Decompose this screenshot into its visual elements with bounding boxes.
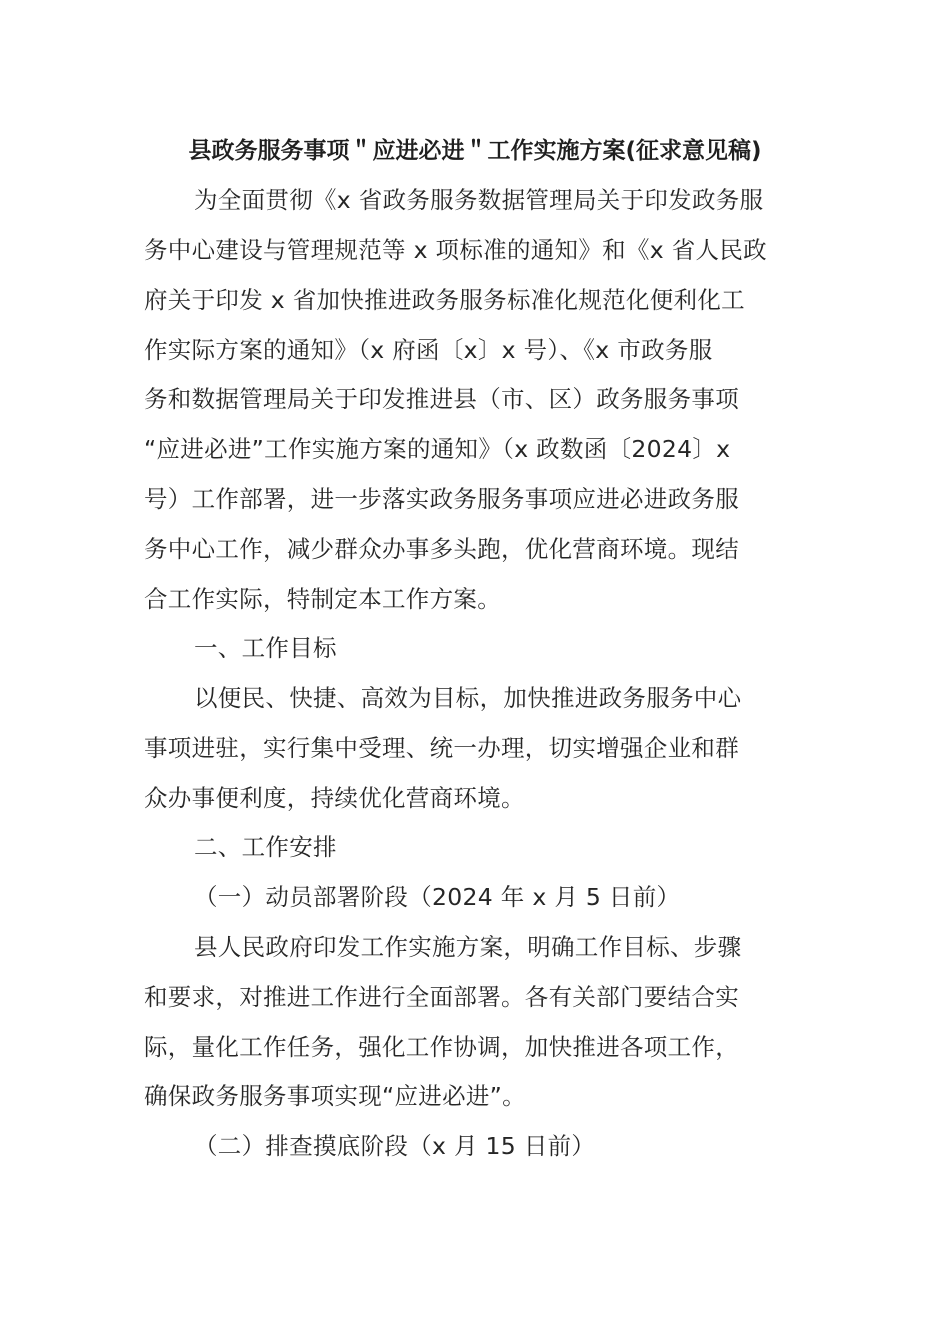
paragraph-line: 众办事便利度，持续优化营商环境。 <box>144 784 525 812</box>
paragraph-line: 县人民政府印发工作实施方案，明确工作目标、步骤 <box>194 933 742 961</box>
paragraph-line: 号）工作部署，进一步落实政务服务事项应进必进政务服 <box>144 485 739 513</box>
paragraph-line: 府关于印发 x 省加快推进政务服务标准化规范化便利化工 <box>144 286 745 314</box>
paragraph-line: 际，量化工作任务，强化工作协调，加快推进各项工作， <box>144 1033 739 1061</box>
paragraph-line: 确保政务服务事项实现“应进必进”。 <box>144 1082 526 1110</box>
document-title: 县政务服务事项＂应进必进＂工作实施方案(征求意见稿) <box>188 138 762 164</box>
paragraph-line: 务中心工作，减少群众办事多头跑，优化营商环境。现结 <box>144 535 739 563</box>
subsection-heading: （二）排查摸底阶段（x 月 15 日前） <box>194 1132 596 1160</box>
paragraph-line: 为全面贯彻《x 省政务服务数据管理局关于印发政务服 <box>194 186 764 214</box>
subsection-heading: （一）动员部署阶段（2024 年 x 月 5 日前） <box>194 883 681 911</box>
paragraph-line: 以便民、快捷、高效为目标，加快推进政务服务中心 <box>194 684 742 712</box>
paragraph-line: 事项进驻，实行集中受理、统一办理，切实增强企业和群 <box>144 734 739 762</box>
section-heading: 二、工作安排 <box>194 833 337 861</box>
paragraph-line: 作实际方案的通知》（x 府函〔x〕x 号）、《x 市政务服 <box>144 336 713 364</box>
paragraph-line: “应进必进”工作实施方案的通知》（x 政数函〔2024〕x <box>144 435 731 463</box>
paragraph-line: 和要求，对推进工作进行全面部署。各有关部门要结合实 <box>144 983 739 1011</box>
paragraph-line: 合工作实际，特制定本工作方案。 <box>144 585 501 613</box>
section-heading: 一、工作目标 <box>194 634 337 662</box>
paragraph-line: 务中心建设与管理规范等 x 项标准的通知》和《x 省人民政 <box>144 236 767 264</box>
paragraph-line: 务和数据管理局关于印发推进县（市、区）政务服务事项 <box>144 385 739 413</box>
